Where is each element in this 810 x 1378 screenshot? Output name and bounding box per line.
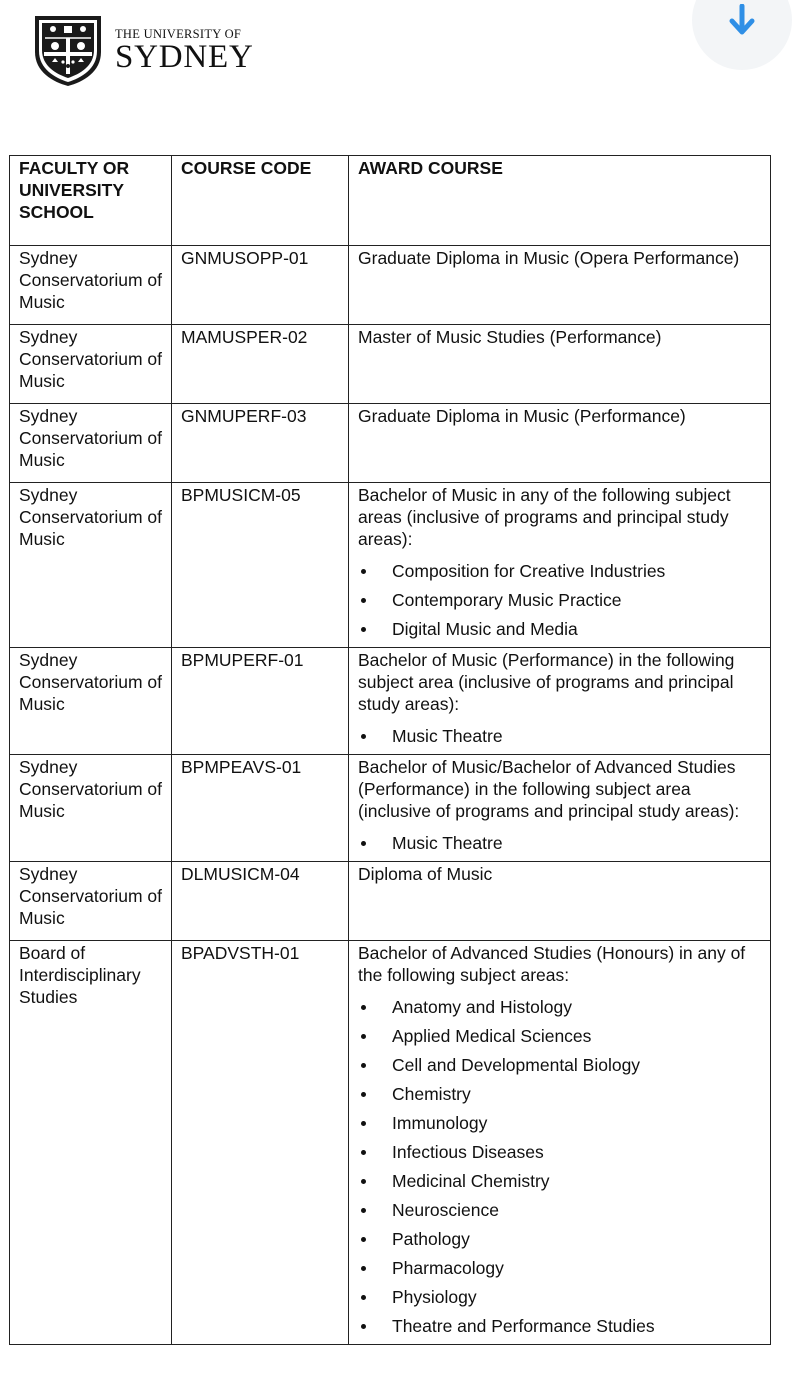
course-code-cell: BPMUPERF-01 (172, 648, 349, 755)
award-course-text: Graduate Diploma in Music (Performance) (358, 406, 686, 426)
subject-area-item: Medicinal Chemistry (358, 1168, 761, 1197)
award-courses-table (9, 155, 771, 1345)
faculty-cell: Sydney Conservatorium of Music (10, 862, 172, 941)
award-course-text: Master of Music Studies (Performance) (358, 327, 662, 347)
table-row (10, 941, 771, 1345)
subject-area-item: Contemporary Music Practice (358, 587, 761, 616)
faculty-cell: Sydney Conservatorium of Music (10, 246, 172, 325)
header-course-code: COURSE CODE (172, 156, 349, 246)
subject-area-item: Immunology (358, 1110, 761, 1139)
subject-area-item: Chemistry (358, 1081, 761, 1110)
award-course-text: Bachelor of Music in any of the following subject areas (inclusive of programs and principal study areas): (358, 485, 731, 549)
course-code-cell: BPMPEAVS-01 (172, 755, 349, 862)
faculty-cell: Sydney Conservatorium of Music (10, 325, 172, 404)
subject-area-item: Pathology (358, 1226, 761, 1255)
table-row (10, 246, 771, 325)
faculty-cell: Sydney Conservatorium of Music (10, 404, 172, 483)
logo-wordmark (115, 28, 254, 74)
subject-area-item: Digital Music and Media (358, 616, 761, 645)
subject-area-item: Infectious Diseases (358, 1139, 761, 1168)
faculty-cell: Board of Interdisciplinary Studies (10, 941, 172, 1345)
table-row (10, 648, 771, 755)
table-row (10, 483, 771, 648)
course-code-cell: DLMUSICM-04 (172, 862, 349, 941)
course-code-cell: GNMUSOPP-01 (172, 246, 349, 325)
course-code-cell: MAMUSPER-02 (172, 325, 349, 404)
faculty-cell: Sydney Conservatorium of Music (10, 755, 172, 862)
subject-area-list (358, 558, 761, 645)
table-row (10, 404, 771, 483)
subject-area-item: Neuroscience (358, 1197, 761, 1226)
award-course-text: Bachelor of Music (Performance) in the following subject area (inclusive of programs and principal study areas): (358, 650, 735, 714)
subject-area-item: Theatre and Performance Studies (358, 1313, 761, 1342)
download-arrow-icon (728, 4, 756, 38)
award-course-text: Bachelor of Advanced Studies (Honours) in any of the following subject areas: (358, 943, 746, 985)
university-crest-icon (33, 14, 103, 88)
award-course-cell (349, 483, 771, 648)
award-course-cell (349, 404, 771, 483)
subject-area-list (358, 830, 761, 859)
download-button[interactable] (692, 0, 792, 70)
subject-area-item: Music Theatre (358, 830, 761, 859)
award-course-cell (349, 941, 771, 1345)
table-header-row (10, 156, 771, 246)
subject-area-list (358, 994, 761, 1342)
subject-area-item: Composition for Creative Industries (358, 558, 761, 587)
award-course-cell (349, 246, 771, 325)
subject-area-item: Physiology (358, 1284, 761, 1313)
subject-area-item: Pharmacology (358, 1255, 761, 1284)
course-code-cell: BPADVSTH-01 (172, 941, 349, 1345)
header-award-course: AWARD COURSE (349, 156, 771, 246)
subject-area-item: Anatomy and Histology (358, 994, 761, 1023)
faculty-cell: Sydney Conservatorium of Music (10, 648, 172, 755)
subject-area-list (358, 723, 761, 752)
subject-area-item: Cell and Developmental Biology (358, 1052, 761, 1081)
subject-area-item: Applied Medical Sciences (358, 1023, 761, 1052)
course-code-cell: GNMUPERF-03 (172, 404, 349, 483)
award-course-text: Bachelor of Music/Bachelor of Advanced Studies (Performance) in the following subject area (inclusive of programs and principal study areas): (358, 757, 740, 821)
award-course-text: Graduate Diploma in Music (Opera Performance) (358, 248, 740, 268)
logo-line-sydney: SYDNEY (115, 38, 254, 75)
award-course-cell (349, 325, 771, 404)
course-code-cell: BPMUSICM-05 (172, 483, 349, 648)
faculty-cell: Sydney Conservatorium of Music (10, 483, 172, 648)
table-row (10, 325, 771, 404)
university-logo (33, 14, 254, 88)
table-row (10, 862, 771, 941)
award-course-text: Diploma of Music (358, 864, 493, 884)
table-row (10, 755, 771, 862)
award-course-cell (349, 648, 771, 755)
logo-line-university-of: THE UNIVERSITY OF (115, 27, 242, 42)
header-faculty: FACULTY OR UNIVERSITY SCHOOL (10, 156, 172, 246)
award-course-cell (349, 862, 771, 941)
award-course-cell (349, 755, 771, 862)
subject-area-item: Music Theatre (358, 723, 761, 752)
